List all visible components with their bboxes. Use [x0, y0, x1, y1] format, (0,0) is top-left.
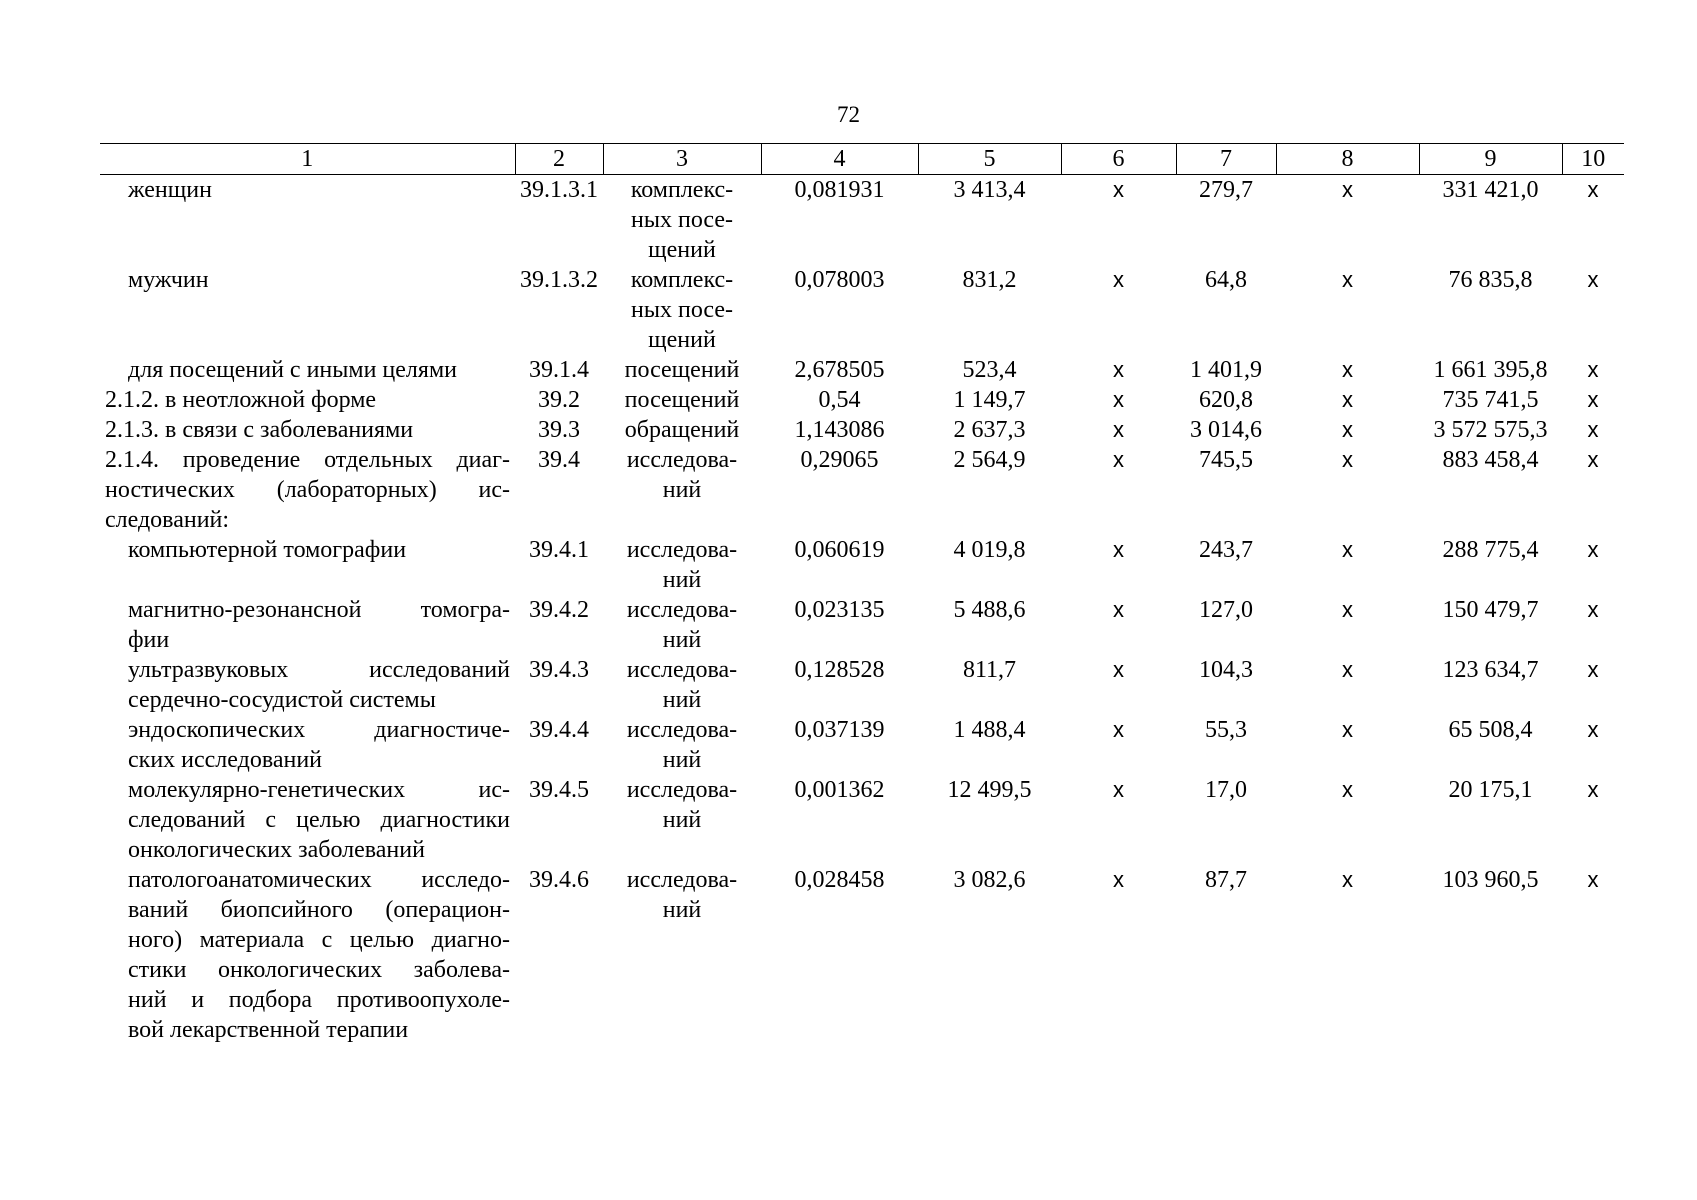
cell-col-4: 1,143086	[794, 417, 885, 443]
cell-col-10: х	[1587, 357, 1599, 382]
cell-col-8: х	[1342, 177, 1353, 202]
cell-col-6: х	[1113, 657, 1124, 682]
text-line: ний и подбора противоопухоле-	[128, 987, 510, 1013]
row-label	[100, 265, 515, 355]
table-row	[100, 175, 1624, 266]
cell-col-9: 20 175,1	[1448, 777, 1533, 803]
cell-col-9: 103 960,5	[1442, 867, 1539, 893]
cell-col-7: 64,8	[1205, 267, 1247, 293]
cell-col-5: 523,4	[962, 357, 1017, 383]
row-unit	[603, 865, 761, 1045]
cell-col-10: х	[1587, 537, 1599, 562]
cell-col-7: 745,5	[1199, 447, 1253, 473]
cell-col-9: 3 572 575,3	[1433, 417, 1548, 443]
text-line: ваний биопсийного (операцион-	[128, 897, 510, 923]
cell-col-10: х	[1587, 417, 1599, 442]
row-code: 39.4.1	[529, 537, 589, 563]
cell-col-6: х	[1113, 717, 1124, 742]
text-line: исследова-	[626, 657, 738, 683]
row-label	[100, 535, 515, 595]
table-body	[100, 175, 1624, 1046]
cell-col-8: х	[1342, 777, 1353, 802]
text-line: ний	[662, 567, 702, 593]
text-line: исследова-	[626, 447, 738, 473]
cell-col-6: х	[1113, 447, 1124, 472]
cell-col-5: 12 499,5	[947, 777, 1032, 803]
text-line: следований:	[105, 507, 230, 533]
cell-col-7: 17,0	[1205, 777, 1247, 803]
cell-col-9: 883 458,4	[1442, 447, 1539, 473]
cell-col-7: 3 014,6	[1190, 417, 1262, 443]
cell-col-10: х	[1587, 717, 1599, 742]
cell-col-8: х	[1342, 267, 1353, 292]
text-line: молекулярно-генетических ис-	[128, 777, 510, 803]
row-code: 39.4	[538, 447, 580, 473]
cell-col-5: 5 488,6	[953, 597, 1026, 623]
row-code: 39.4.6	[529, 867, 589, 893]
cell-col-8: х	[1342, 537, 1353, 562]
cell-col-5: 3 082,6	[953, 867, 1026, 893]
cell-col-10: х	[1587, 387, 1599, 412]
cell-col-4: 0,037139	[794, 717, 885, 743]
cell-col-4: 0,001362	[794, 777, 885, 803]
text-line: сердечно-сосудистой системы	[128, 687, 436, 713]
cell-col-9: 331 421,0	[1442, 177, 1539, 203]
cell-col-6: х	[1113, 387, 1124, 412]
text-line: вой лекарственной терапии	[128, 1017, 409, 1043]
text-line: ультразвуковых исследований	[128, 657, 510, 683]
table-row	[100, 265, 1624, 355]
cell-col-8: х	[1342, 657, 1353, 682]
table-row	[100, 415, 1624, 445]
row-code: 39.4.4	[529, 717, 589, 743]
cell-col-8: х	[1342, 867, 1353, 892]
table-row	[100, 655, 1624, 715]
row-unit	[603, 595, 761, 655]
text-line: эндоскопических диагностиче-	[128, 717, 510, 743]
text-line: 2.1.2. в неотложной форме	[105, 387, 377, 413]
row-unit	[603, 415, 761, 445]
text-line: ного) материала с целью диагно-	[128, 927, 510, 953]
cell-col-6: х	[1113, 177, 1124, 202]
cell-col-4: 0,078003	[794, 267, 885, 293]
row-code: 39.1.3.1	[520, 177, 598, 203]
cell-col-5: 2 637,3	[953, 417, 1026, 443]
page-number: 72	[837, 102, 860, 127]
cell-col-7: 104,3	[1199, 657, 1253, 683]
cell-col-9: 65 508,4	[1448, 717, 1533, 743]
cell-col-6: х	[1113, 267, 1124, 292]
cell-col-10: х	[1587, 267, 1599, 292]
row-unit	[603, 355, 761, 385]
text-line: исследова-	[626, 717, 738, 743]
cell-col-10: х	[1587, 447, 1599, 472]
row-label	[100, 655, 515, 715]
cell-col-5: 1 149,7	[953, 387, 1026, 413]
row-code: 39.1.3.2	[520, 267, 598, 293]
cell-col-4: 0,128528	[794, 657, 885, 683]
text-line: магнитно-резонансной томогра-	[128, 597, 510, 623]
text-line: патологоанатомических исследо-	[128, 867, 510, 893]
row-code: 39.3	[538, 417, 580, 443]
text-line: комплекс-	[630, 177, 734, 203]
text-line: исследова-	[626, 867, 738, 893]
cell-col-4: 0,023135	[794, 597, 885, 623]
row-label	[100, 175, 515, 266]
cell-col-5: 1 488,4	[953, 717, 1026, 743]
cell-col-9: 735 741,5	[1442, 387, 1539, 413]
row-code: 39.4.5	[529, 777, 589, 803]
cell-col-7: 55,3	[1205, 717, 1247, 743]
column-header-2: 2	[515, 144, 603, 175]
cell-col-9: 76 835,8	[1448, 267, 1533, 293]
cell-col-8: х	[1342, 597, 1353, 622]
header-row	[100, 144, 1624, 175]
table-row	[100, 775, 1624, 865]
cell-col-4: 0,081931	[794, 177, 885, 203]
tariff-table	[100, 143, 1624, 1045]
row-unit	[603, 535, 761, 595]
cell-col-5: 811,7	[962, 657, 1017, 683]
text-line: щений	[648, 237, 716, 263]
row-label	[100, 355, 515, 385]
text-line: следований с целью диагностики	[128, 807, 510, 833]
cell-col-4: 0,060619	[794, 537, 885, 563]
cell-col-10: х	[1587, 657, 1599, 682]
column-header-8: 8	[1276, 144, 1419, 175]
row-code: 39.4.3	[529, 657, 589, 683]
row-code: 39.1.4	[529, 357, 589, 383]
table-row	[100, 355, 1624, 385]
cell-col-4: 0,29065	[800, 447, 879, 473]
row-unit	[603, 655, 761, 715]
cell-col-5: 2 564,9	[953, 447, 1026, 473]
cell-col-6: х	[1113, 417, 1124, 442]
cell-col-7: 620,8	[1199, 387, 1253, 413]
row-unit	[603, 445, 761, 535]
cell-col-10: х	[1587, 867, 1599, 892]
cell-col-4: 0,028458	[794, 867, 885, 893]
column-header-1: 1	[100, 144, 515, 175]
row-label	[100, 385, 515, 415]
text-line: фии	[128, 627, 170, 653]
table-row	[100, 445, 1624, 535]
text-line: ностических (лабораторных) ис-	[105, 477, 510, 503]
row-unit	[603, 775, 761, 865]
row-code: 39.2	[538, 387, 580, 413]
cell-col-10: х	[1587, 597, 1599, 622]
text-line: исследова-	[626, 777, 738, 803]
row-label	[100, 415, 515, 445]
cell-col-8: х	[1342, 357, 1353, 382]
cell-col-9: 1 661 395,8	[1433, 357, 1548, 383]
cell-col-5: 831,2	[962, 267, 1017, 293]
cell-col-7: 279,7	[1199, 177, 1253, 203]
text-line: 2.1.3. в связи с заболеваниями	[105, 417, 414, 443]
column-header-10: 10	[1562, 144, 1624, 175]
cell-col-9: 288 775,4	[1442, 537, 1539, 563]
cell-col-6: х	[1113, 537, 1124, 562]
cell-col-6: х	[1113, 597, 1124, 622]
cell-col-7: 243,7	[1199, 537, 1253, 563]
row-unit	[603, 385, 761, 415]
cell-col-10: х	[1587, 777, 1599, 802]
cell-col-5: 4 019,8	[953, 537, 1026, 563]
column-header-7: 7	[1176, 144, 1276, 175]
cell-col-8: х	[1342, 417, 1353, 442]
text-line: ний	[662, 687, 702, 713]
cell-col-8: х	[1342, 387, 1353, 412]
text-line: обращений	[624, 417, 740, 443]
table-row	[100, 535, 1624, 595]
text-line: ний	[662, 627, 702, 653]
table-row	[100, 595, 1624, 655]
text-line: ных посе-	[631, 297, 733, 323]
text-line: стики онкологических заболева-	[128, 957, 510, 983]
column-header-4: 4	[761, 144, 918, 175]
text-line: щений	[648, 327, 716, 353]
column-header-3: 3	[603, 144, 761, 175]
cell-col-4: 2,678505	[794, 357, 885, 383]
column-header-6: 6	[1061, 144, 1176, 175]
cell-col-8: х	[1342, 717, 1353, 742]
text-line: исследова-	[626, 597, 738, 623]
text-line: посещений	[624, 387, 740, 413]
column-header-5: 5	[918, 144, 1061, 175]
cell-col-5: 3 413,4	[953, 177, 1026, 203]
column-header-9: 9	[1419, 144, 1562, 175]
text-line: ний	[662, 897, 702, 923]
cell-col-8: х	[1342, 447, 1353, 472]
cell-col-7: 1 401,9	[1190, 357, 1262, 383]
text-line: комплекс-	[630, 267, 734, 293]
row-label	[100, 715, 515, 775]
table-row	[100, 865, 1624, 1045]
table-header	[100, 144, 1624, 175]
text-line: для посещений с иными целями	[128, 357, 457, 383]
text-line: компьютерной томографии	[128, 537, 407, 563]
text-line: посещений	[624, 357, 740, 383]
text-line: ний	[662, 807, 702, 833]
row-unit	[603, 175, 761, 266]
cell-col-9: 150 479,7	[1442, 597, 1539, 623]
text-line: исследова-	[626, 537, 738, 563]
table-row	[100, 385, 1624, 415]
cell-col-6: х	[1113, 357, 1124, 382]
row-unit	[603, 265, 761, 355]
text-line: мужчин	[128, 267, 209, 293]
cell-col-6: х	[1113, 777, 1124, 802]
text-line: 2.1.4. проведение отдельных диаг-	[105, 447, 510, 473]
row-label	[100, 445, 515, 535]
cell-col-4: 0,54	[818, 387, 861, 413]
text-line: ных посе-	[631, 207, 733, 233]
cell-col-6: х	[1113, 867, 1124, 892]
cell-col-10: х	[1587, 177, 1599, 202]
row-label	[100, 775, 515, 865]
cell-col-9: 123 634,7	[1442, 657, 1539, 683]
cell-col-7: 87,7	[1205, 867, 1247, 893]
text-line: ских исследований	[128, 747, 323, 773]
row-label	[100, 595, 515, 655]
text-line: ний	[662, 477, 702, 503]
row-label	[100, 865, 515, 1045]
table-row	[100, 715, 1624, 775]
text-line: онкологических заболеваний	[128, 837, 425, 863]
row-unit	[603, 715, 761, 775]
text-line: женщин	[128, 177, 212, 203]
cell-col-7: 127,0	[1199, 597, 1253, 623]
row-code: 39.4.2	[529, 597, 589, 623]
text-line: ний	[662, 747, 702, 773]
